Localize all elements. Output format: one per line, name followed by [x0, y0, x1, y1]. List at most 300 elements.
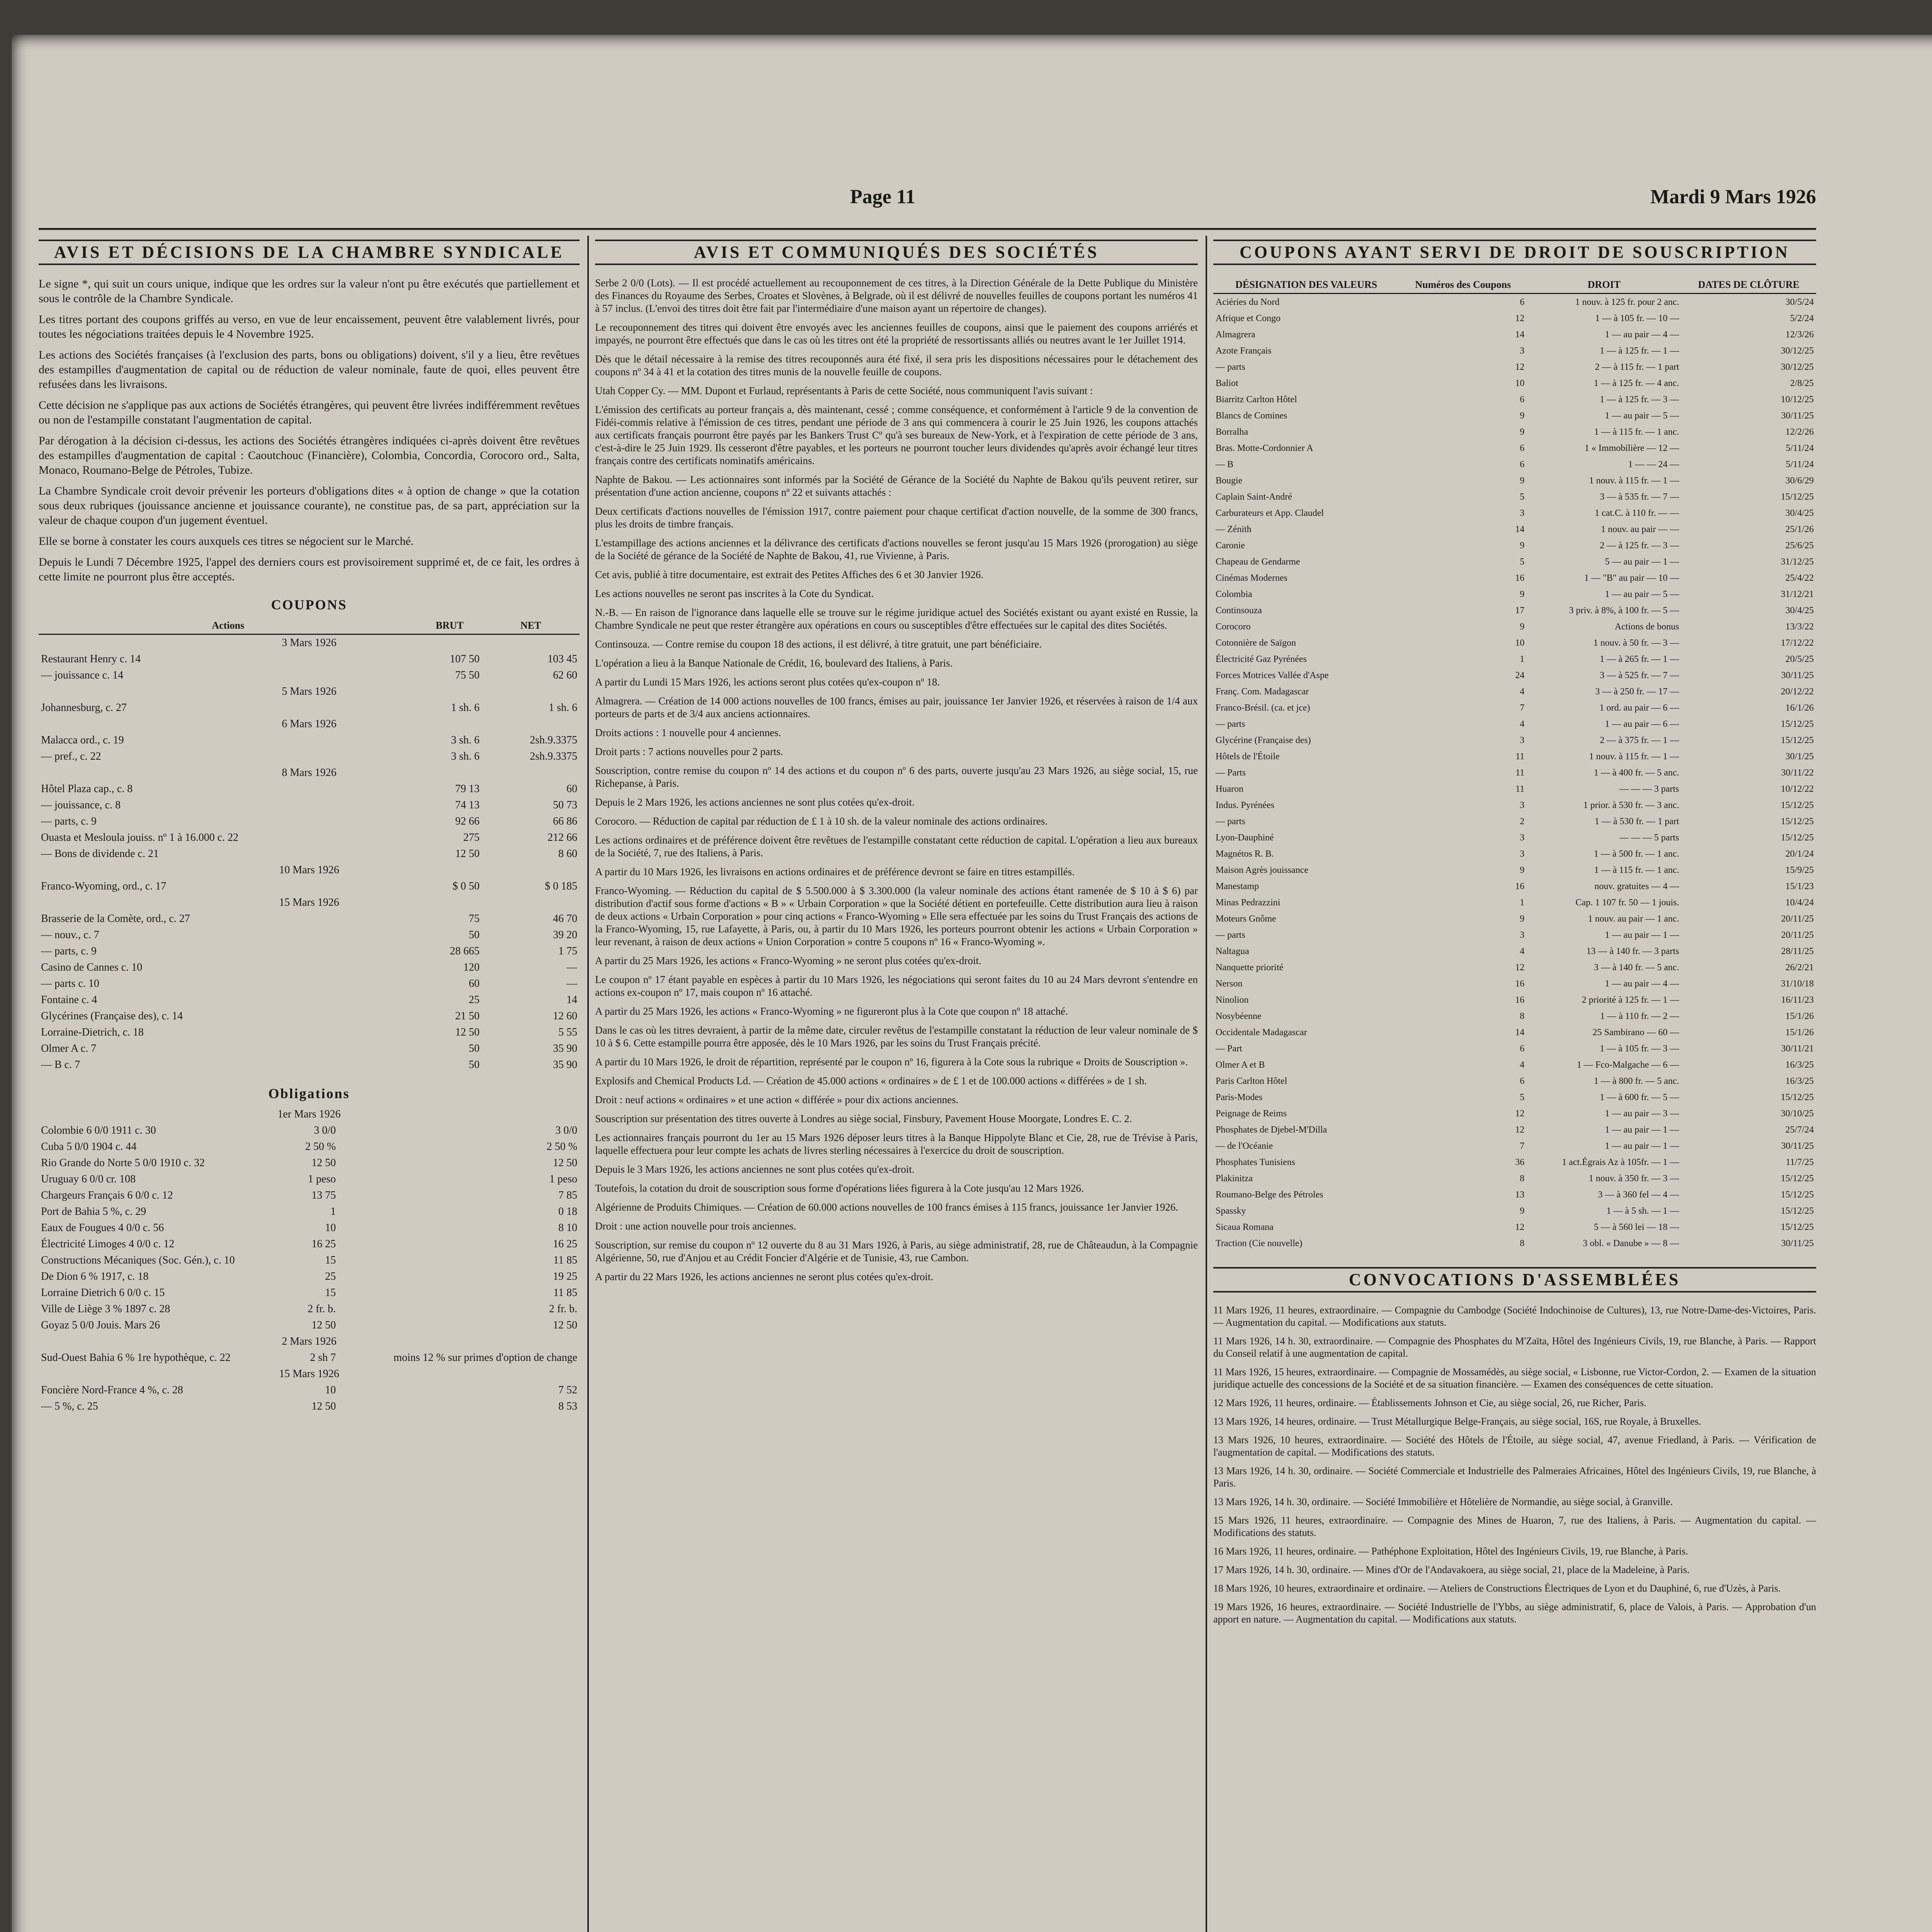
- coupon-number: 16: [1515, 995, 1525, 1005]
- convocation-item: 13 Mars 1926, 14 h. 30, ordinaire. — Société Commerciale et Industrielle des Palmeraies Africaines, Hôtel des Ingénieurs Civils, 19, rue Blanche, à Paris.: [1213, 1465, 1816, 1489]
- amount-brut: 60: [469, 978, 480, 990]
- table-row: [39, 1204, 580, 1220]
- security-name: Magnétos R. B.: [1216, 849, 1274, 859]
- droit: 1 — à 800 fr. — 5 anc.: [1594, 1076, 1679, 1086]
- security-name: Franco-Wyoming, ord., c. 17: [41, 880, 167, 892]
- col2-paragraphs: [595, 277, 1198, 1283]
- security-name: Ouasta et Mesloula jouiss. nº 1 à 16.000 c. 22: [41, 832, 239, 844]
- amount-brut: 13 75: [311, 1189, 336, 1201]
- amount-brut: 25: [469, 994, 480, 1006]
- droit: 1 — au pair — 1 —: [1605, 1125, 1679, 1135]
- droit: 3 — à 140 fr. — 5 anc.: [1594, 963, 1679, 973]
- table-row: [1213, 813, 1816, 830]
- date-heading: 6 Mars 1926: [282, 718, 337, 730]
- security-name: Cuba 5 0/0 1904 c. 44: [41, 1141, 137, 1153]
- convocation-item: 11 Mars 1926, 14 h. 30, extraordinaire. — Compagnie des Phosphates du M'Zaïta, Hôtel des Ingénieurs Civils, 19, rue Blanche, à Paris. — Rapport du Conseil relatif à une augmentation de capital.: [1213, 1335, 1816, 1359]
- coupon-number: 13: [1515, 1190, 1525, 1200]
- table-row: [1213, 537, 1816, 554]
- paragraph: L'opération a lieu à la Banque Nationale de Crédit, 16, boulevard des Italiens, à Paris.: [595, 657, 953, 669]
- date-cloture: 13/3/22: [1785, 622, 1814, 632]
- coupons-table: [39, 617, 580, 1073]
- security-name: Malacca ord., c. 19: [41, 734, 124, 746]
- amount-net: 8 10: [558, 1222, 577, 1234]
- paragraph: Souscription, sur remise du coupon nº 12 ouverte du 8 au 31 Mars 1926, à Paris, au siège administratif, 28, rue de Châteaudun, à la Compagnie Algérienne, 50, rue d'Anjou et au Crédit Foncier d'Algérie et de Tunisie, 43, rue Cambon.: [595, 1239, 1198, 1264]
- security-name: — parts c. 10: [41, 978, 99, 990]
- date-cloture: 30/11/21: [1781, 1044, 1814, 1054]
- coupon-number: 3: [1520, 508, 1525, 518]
- date-cloture: 30/4/25: [1785, 508, 1814, 518]
- droit: 3 obl. « Danube » — 8 —: [1583, 1238, 1679, 1248]
- table-row: [1213, 570, 1816, 586]
- paragraph: Droit : une action nouvelle pour trois anciennes.: [595, 1220, 796, 1232]
- droit: 3 — à 250 fr. — 17 —: [1595, 687, 1679, 697]
- security-name: Continsouza: [1216, 605, 1262, 616]
- table-row: [39, 1269, 580, 1285]
- coupon-number: 11: [1515, 768, 1525, 778]
- amount-net: 46 70: [553, 913, 577, 925]
- security-name: Eaux de Fougues 4 0/0 c. 56: [41, 1222, 164, 1234]
- table-row: [1213, 294, 1816, 311]
- date-cloture: 15/1/23: [1785, 881, 1814, 891]
- amount-net: 103 45: [548, 653, 577, 665]
- table-row: [1213, 959, 1816, 976]
- coupon-number: 12: [1515, 963, 1525, 973]
- amount-net: 66 86: [553, 815, 577, 827]
- paragraph: Les actions nouvelles ne seront pas inscrites à la Cote du Syndicat.: [595, 588, 874, 599]
- amount-net: 16 25: [553, 1238, 577, 1250]
- security-name: Minas Pedrazzini: [1216, 898, 1281, 908]
- security-name: Lyon-Dauphiné: [1216, 833, 1274, 843]
- security-name: Afrique et Congo: [1216, 313, 1281, 323]
- amount-net: 62 60: [553, 669, 577, 681]
- date-cloture: 20/1/24: [1785, 849, 1814, 859]
- coupon-number: 6: [1520, 459, 1525, 469]
- table-row: [1213, 684, 1816, 700]
- table-row: [1213, 1073, 1816, 1089]
- amount-brut: 50: [469, 1043, 480, 1054]
- date-cloture: 10/12/22: [1781, 784, 1814, 794]
- amount-net: 0 18: [558, 1206, 577, 1218]
- date-cloture: 26/2/21: [1785, 963, 1814, 973]
- security-name: Aciéries du Nord: [1216, 297, 1280, 307]
- convocation-item: 19 Mars 1926, 16 heures, extraordinaire. — Société Industrielle de l'Ybbs, au siège administratif, 6, place de Valois, à Paris. — Approbation d'un apport en nature. — Augmentation du capital. — Modifications aux statuts.: [1213, 1601, 1816, 1625]
- security-name: Manestamp: [1216, 881, 1259, 891]
- coupons-title: COUPONS: [271, 597, 347, 612]
- convoc-list: [1213, 1304, 1816, 1626]
- amount-brut: 3 0/0: [314, 1124, 336, 1136]
- security-name: Nerson: [1216, 979, 1243, 989]
- security-name: Hôtel Plaza cap., c. 8: [41, 783, 133, 795]
- security-name: De Dion 6 % 1917, c. 18: [41, 1270, 149, 1282]
- security-name: Chapeau de Gendarme: [1216, 557, 1300, 567]
- droit: Actions de bonus: [1614, 622, 1679, 632]
- table-row: [1213, 732, 1816, 748]
- security-name: Colombie 6 0/0 1911 c. 30: [41, 1124, 156, 1136]
- col3-title: COUPONS AYANT SERVI DE DROIT DE SOUSCRIPTION: [1213, 240, 1816, 265]
- security-name: Phosphates de Djebel-M'Dilla: [1216, 1125, 1327, 1135]
- table-row: [1213, 748, 1816, 765]
- droit: Cap. 1 107 fr. 50 — 1 jouis.: [1575, 898, 1679, 908]
- droit: 5 — au pair — 1 —: [1605, 557, 1679, 567]
- table-row: [39, 1382, 580, 1398]
- amount-net: moins 12 % sur primes d'option de change: [393, 1352, 577, 1364]
- paragraph: Droit : neuf actions « ordinaires » et une action « différée » pour dix actions anciennes.: [595, 1094, 959, 1105]
- coupon-number: 3: [1520, 735, 1525, 745]
- paragraph: Depuis le 2 Mars 1926, les actions anciennes ne sont plus cotées qu'ex-droit.: [595, 796, 915, 808]
- security-name: Peignage de Reims: [1216, 1109, 1287, 1119]
- col2-title: AVIS ET COMMUNIQUÉS DES SOCIÉTÉS: [595, 240, 1198, 265]
- amount-net: 212 66: [548, 832, 577, 844]
- paragraph: Dès que le détail nécessaire à la remise des titres recouponnés aura été fixé, il sera pris les dispositions nécessaires pour le détachement des coupons nº 34 à 41 et la cotation des titres munis de la nouvelle feuille de coupons.: [595, 353, 1198, 378]
- convocation-item: 11 Mars 1926, 15 heures, extraordinaire. — Compagnie de Mossamédès, au siège social, « Lisbonne, rue Victor-Cordon, 2. — Examen de la situation juridique actuelle des concessions de la Société et de sa situation financière. — Examen des conséquences de cette situation.: [1213, 1366, 1816, 1390]
- coupon-number: 12: [1515, 1109, 1525, 1119]
- security-name: Plakinitza: [1216, 1173, 1253, 1184]
- amount-net: 12 50: [553, 1157, 577, 1169]
- amount-brut: 12 50: [311, 1400, 336, 1412]
- droit: 1 — au pair — 5 —: [1605, 411, 1679, 421]
- coupon-number: 8: [1520, 1011, 1525, 1021]
- droit: 1 « Immobilière — 12 —: [1584, 443, 1679, 453]
- convocation-item: 15 Mars 1926, 11 heures, extraordinaire. — Compagnie des Mines de Huaron, 7, rue des Italiens, à Paris. — Augmentation du capital. — Modifications des statuts.: [1213, 1515, 1816, 1538]
- security-name: — nouv., c. 7: [41, 929, 99, 941]
- amount-brut: 120: [463, 961, 480, 973]
- amount-brut: 10: [325, 1222, 336, 1234]
- droit: 5 — à 560 lei — 18 —: [1594, 1222, 1679, 1232]
- droit: 1 — à 5 sh. — 1 —: [1606, 1206, 1679, 1216]
- coupon-number: 4: [1520, 687, 1525, 697]
- table-row: [1213, 619, 1816, 635]
- table-row: [1213, 440, 1816, 456]
- security-name: Cotonnière de Saïgon: [1216, 638, 1296, 648]
- date-heading: 5 Mars 1926: [282, 685, 337, 697]
- droit: 1 nouv. à 115 fr. — 1 —: [1589, 752, 1679, 762]
- coupon-number: 8: [1520, 1173, 1525, 1184]
- droit: 1 — au pair — 3 —: [1605, 1109, 1679, 1119]
- date-cloture: 31/10/18: [1781, 979, 1814, 989]
- amount-brut: 1 sh. 6: [451, 702, 480, 714]
- security-name: Fontaine c. 4: [41, 994, 97, 1006]
- date-cloture: 15/9/25: [1785, 865, 1814, 875]
- coupon-number: 3: [1520, 849, 1525, 859]
- table-row: [39, 943, 580, 959]
- table-row: [1213, 1154, 1816, 1170]
- security-name: Bras. Motte-Cordonnier A: [1216, 443, 1313, 453]
- date-cloture: 20/11/25: [1781, 930, 1814, 940]
- amount-brut: 1: [330, 1206, 336, 1218]
- table-row: [39, 1122, 580, 1139]
- table-row: [1213, 554, 1816, 570]
- security-name: — parts: [1216, 816, 1245, 827]
- security-name: Lorraine-Dietrich, c. 18: [41, 1026, 144, 1038]
- table-row: [1213, 765, 1816, 781]
- table-row: [1213, 327, 1816, 343]
- security-name: Nanquette priorité: [1216, 963, 1284, 973]
- table-row: [39, 976, 580, 992]
- coupon-number: 7: [1520, 1141, 1525, 1151]
- date-cloture: 17/12/22: [1781, 638, 1814, 648]
- date-heading: 15 Mars 1926: [279, 1368, 339, 1380]
- date-cloture: 2/8/25: [1790, 378, 1814, 388]
- table-row: [1213, 878, 1816, 895]
- date-heading: 1er Mars 1926: [277, 1108, 341, 1120]
- table-row: [1213, 602, 1816, 619]
- amount-brut: 75: [469, 913, 480, 925]
- date-cloture: 5/11/24: [1786, 459, 1814, 469]
- security-name: Maison Agrès jouissance: [1216, 865, 1308, 875]
- security-name: Ville de Liège 3 % 1897 c. 28: [41, 1303, 170, 1315]
- souscription-head-droit: DROIT: [1527, 277, 1681, 294]
- table-row: [39, 895, 580, 911]
- table-row: [1213, 943, 1816, 959]
- amount-net: 2 50 %: [546, 1141, 577, 1153]
- paragraph: Les actions ordinaires et de préférence doivent être revêtues de l'estampille constatant cette réduction de capital. L'opération a lieu aux bureaux de la Société, 7, rue des Italiens, à Paris.: [595, 834, 1198, 859]
- security-name: Naltagua: [1216, 946, 1249, 956]
- souscription-head-coupons: Numéros des Coupons: [1399, 277, 1527, 294]
- coupon-number: 6: [1520, 395, 1525, 405]
- coupon-number: 9: [1520, 427, 1525, 437]
- table-row: [39, 992, 580, 1008]
- security-name: Électricité Limoges 4 0/0 c. 12: [41, 1238, 175, 1250]
- page: [39, 170, 1816, 1932]
- amount-net: 8 60: [558, 848, 577, 860]
- coupon-number: 11: [1515, 752, 1525, 762]
- coupon-number: 7: [1520, 703, 1525, 713]
- date-cloture: 30/4/25: [1785, 605, 1814, 616]
- coupon-number: 4: [1520, 719, 1525, 729]
- coupon-number: 6: [1520, 443, 1525, 453]
- table-row: [1213, 797, 1816, 813]
- droit: 1 — au pair — 1 —: [1605, 930, 1679, 940]
- security-name: Biarritz Carlton Hôtel: [1216, 395, 1297, 405]
- paragraph: Toutefois, la cotation du droit de souscription sous forme d'opérations liées figurera à la Cote jusqu'au 12 Mars 1926.: [595, 1182, 1084, 1194]
- paragraph: Algérienne de Produits Chimiques. — Création de 60.000 actions nouvelles de 100 francs émises à 115 francs, jouissance 1er Janvier 1926.: [595, 1201, 1179, 1213]
- date-cloture: 16/11/23: [1781, 995, 1814, 1005]
- date-cloture: 28/11/25: [1781, 946, 1814, 956]
- droit: — — — 3 parts: [1619, 784, 1679, 794]
- col-avis-societes: [595, 236, 1198, 1289]
- security-name: — Parts: [1216, 768, 1246, 778]
- droit: 1 — à 400 fr. — 5 anc.: [1594, 768, 1679, 778]
- paragraph: N.-B. — En raison de l'ignorance dans laquelle elle se trouve sur le régime juridique actuel des Sociétés existant ou ayant existé en Russie, la Chambre Syndicale ne peut que rester étrangère aux opérations en cours ou susceptibles d'être effectuées sur le capital des dites Sociétés.: [595, 607, 1198, 631]
- date-cloture: 5/11/24: [1786, 443, 1814, 453]
- amount-net: 3 0/0: [555, 1124, 577, 1136]
- security-name: Blancs de Comines: [1216, 411, 1287, 421]
- amount-net: 35 90: [553, 1059, 577, 1071]
- security-name: Huaron: [1216, 784, 1243, 794]
- table-row: [39, 1301, 580, 1317]
- date-cloture: 25/1/26: [1785, 524, 1814, 534]
- table-row: [39, 846, 580, 862]
- droit: 1 nouv. à 115 fr. — 1 —: [1589, 476, 1679, 486]
- droit: 2 priorité à 125 fr. — 1 —: [1582, 995, 1679, 1005]
- security-name: Cinémas Modernes: [1216, 573, 1287, 583]
- paragraph: Dans le cas où les titres devraient, à partir de la même date, circuler revêtus de l'estampille constatant la réduction de leur valeur nominale de $ 10 à $ 6. Cette estampille pourra être apposée, dès le 10 Mars 1926, par les soins du Trust Français précité.: [595, 1024, 1198, 1049]
- table-row: [1213, 635, 1816, 651]
- date-cloture: 15/12/25: [1781, 1190, 1814, 1200]
- table-row: [1213, 1170, 1816, 1187]
- paragraph: Les titres portant des coupons griffés au verso, en vue de leur encaissement, peuvent être valablement livrés, pour toutes les négociations traitées depuis le 4 Novembre 1925.: [39, 313, 580, 340]
- security-name: Occidentale Madagascar: [1216, 1027, 1307, 1037]
- droit: 2 — à 115 fr. — 1 part: [1595, 362, 1679, 372]
- page-number: Page 11: [850, 186, 915, 208]
- paragraph: L'émission des certificats au porteur français a, dès maintenant, cessé ; comme conséquence, et conformément à l'article 9 de la convention de Fidéi-commis relative à l'émission de ces titres, pendant une période de 3 ans qui commencera à courir le 25 Juin 1926, les coupons attachés aux certificats français pourront être payés par les Bankers Trust Cº qu'à ses bureaux de New-York, et à l'expiration de cette période de 3 ans, c'est-à-dire le 25 Juin 1929. Ils cesseront d'être payables, et les porteurs ne pourront toucher leurs dividendes qu'après avoir échangé leur titres français contre des certificats nominatifs américains.: [595, 404, 1198, 466]
- convocation-item: 13 Mars 1926, 14 h. 30, ordinaire. — Société Immobilière et Hôtelière de Normandie, au siège social, à Granville.: [1213, 1496, 1673, 1507]
- paragraph: A partir du 25 Mars 1926, les actions « Franco-Wyoming » ne figureront plus à la Cote que coupon nº 18 attaché.: [595, 1005, 1068, 1017]
- droit: 1 — à 530 fr. — 1 part: [1594, 816, 1679, 827]
- table-row: [1213, 846, 1816, 862]
- droit: 1 ord. au pair — 6 —: [1599, 703, 1679, 713]
- droit: 1 — à 105 fr. — 3 —: [1600, 1044, 1679, 1054]
- amount-net: $ 0 185: [545, 880, 577, 892]
- security-name: Ninolion: [1216, 995, 1249, 1005]
- table-row: [39, 651, 580, 667]
- date-cloture: 30/11/25: [1781, 1141, 1814, 1151]
- date-cloture: 15/12/25: [1781, 1173, 1814, 1184]
- droit: 1 — à 110 fr. — 2 —: [1600, 1011, 1679, 1021]
- table-row: [1213, 456, 1816, 473]
- amount-brut: 275: [463, 832, 480, 844]
- table-row: [39, 700, 580, 716]
- paragraph: Souscription, contre remise du coupon nº 14 des actions et du coupon nº 6 des parts, ouverte jusqu'au 23 Mars 1926, au siège social, 15, rue Richepanse, à Paris.: [595, 765, 1198, 789]
- table-row: [1213, 489, 1816, 505]
- table-row: [1213, 700, 1816, 716]
- security-name: Paris Carlton Hôtel: [1216, 1076, 1287, 1086]
- table-row: [1213, 310, 1816, 327]
- table-row: [39, 1139, 580, 1155]
- coupon-number: 6: [1520, 1076, 1525, 1086]
- security-name: Indus. Pyrénées: [1216, 800, 1274, 810]
- table-row: [1213, 391, 1816, 408]
- amount-net: 35 90: [553, 1043, 577, 1054]
- droit: 1 — à 125 fr. — 3 —: [1600, 395, 1679, 405]
- table-row: [1213, 1187, 1816, 1203]
- coupon-number: 3: [1520, 800, 1525, 810]
- security-name: Électricité Gaz Pyrénées: [1216, 654, 1307, 664]
- table-row: [39, 911, 580, 927]
- table-row: [1213, 1057, 1816, 1073]
- table-row: [1213, 505, 1816, 521]
- date-cloture: 30/11/25: [1781, 411, 1814, 421]
- table-row: [1213, 1008, 1816, 1024]
- col1-title: AVIS ET DÉCISIONS DE LA CHAMBRE SYNDICALE: [39, 240, 580, 265]
- date-cloture: 15/12/25: [1781, 816, 1814, 827]
- amount-net: 11 85: [553, 1254, 577, 1266]
- droit: 1 — — 24 —: [1628, 459, 1679, 469]
- date-cloture: 15/1/26: [1785, 1027, 1814, 1037]
- droit: 1 — au pair — 4 —: [1605, 330, 1679, 340]
- droit: 1 nouv. au pair — 1 anc.: [1588, 914, 1679, 924]
- droit: 1 nouv. à 125 fr. pour 2 anc.: [1575, 297, 1679, 307]
- security-name: Glycérines (Française des), c. 14: [41, 1010, 183, 1022]
- coupons-head-brut: BRUT: [417, 617, 482, 634]
- table-row: [1213, 1089, 1816, 1105]
- date-cloture: 31/12/25: [1781, 557, 1814, 567]
- amount-net: 7 85: [558, 1189, 577, 1201]
- table-row: [1213, 992, 1816, 1008]
- table-row: [39, 1236, 580, 1252]
- paragraph: Les actions des Sociétés françaises (à l'exclusion des parts, bons ou obligations) doivent, s'il y a lieu, être revêtues des estampilles d'augmentation de capital ou de réduction de valeur nominale, faute de quoi, elles peuvent être refusées dans les livraisons.: [39, 349, 580, 391]
- amount-brut: 12 50: [455, 1026, 480, 1038]
- date-cloture: 25/6/25: [1785, 541, 1814, 551]
- security-name: Sud-Ouest Bahia 6 % 1re hypothèque, c. 22: [41, 1352, 231, 1364]
- security-name: — de l'Océanie: [1216, 1141, 1273, 1151]
- security-name: Chargeurs Français 6 0/0 c. 12: [41, 1189, 173, 1201]
- security-name: Lorraine Dietrich 6 0/0 c. 15: [41, 1287, 165, 1299]
- droit: 1 — à 265 fr. — 1 —: [1600, 654, 1679, 664]
- table-row: [1213, 1219, 1816, 1235]
- table-row: [1213, 927, 1816, 943]
- table-row: [1213, 1105, 1816, 1122]
- droit: 1 — à 125 fr. — 4 anc.: [1594, 378, 1679, 388]
- security-name: Corocoro: [1216, 622, 1251, 632]
- table-row: [1213, 830, 1816, 846]
- table-row: [39, 1317, 580, 1333]
- table-row: [1213, 895, 1816, 911]
- newspaper-sheet: [12, 35, 1932, 1932]
- coupons-head-actions: Actions: [39, 617, 417, 634]
- coupon-number: 9: [1520, 622, 1525, 632]
- security-name: Phosphates Tunisiens: [1216, 1157, 1296, 1167]
- coupon-number: 5: [1520, 1092, 1525, 1102]
- convocation-item: 11 Mars 1926, 11 heures, extraordinaire. — Compagnie du Cambodge (Société Indochinoise de Cultures), 13, rue Notre-Dame-des-Victoires, Paris. — Augmentation du capital. — Modifications aux statuts.: [1213, 1304, 1816, 1328]
- table-row: [1213, 667, 1816, 684]
- table-row: [39, 813, 580, 830]
- amount-brut: 92 66: [455, 815, 480, 827]
- droit: 1 — au pair — 5 —: [1605, 589, 1679, 599]
- coupon-number: 36: [1515, 1157, 1525, 1167]
- table-row: [39, 1350, 580, 1366]
- amount-brut: 21 50: [455, 1010, 480, 1022]
- paragraph: Continsouza. — Contre remise du coupon 18 des actions, il est délivré, à titre gratuit, une part bénéficiaire.: [595, 638, 1042, 650]
- security-name: Paris-Modes: [1216, 1092, 1263, 1102]
- droit: 1 — à 500 fr. — 1 anc.: [1594, 849, 1679, 859]
- droit: 3 — à 360 fel — 4 —: [1598, 1190, 1679, 1200]
- date-cloture: 30/11/22: [1781, 768, 1814, 778]
- table-row: [39, 1155, 580, 1171]
- amount-brut: 25: [325, 1270, 336, 1282]
- paragraph: A partir du 10 Mars 1926, le droit de répartition, représenté par le coupon nº 16, figurera à la Cote sous la rubrique « Droits de Souscription ».: [595, 1056, 1188, 1068]
- table-row: [39, 781, 580, 797]
- date-cloture: 25/4/22: [1785, 573, 1814, 583]
- security-name: Foncière Nord-France 4 %, c. 28: [41, 1384, 183, 1396]
- security-name: — parts, c. 9: [41, 945, 97, 957]
- table-row: [1213, 1122, 1816, 1138]
- coupons-head-net: NET: [482, 617, 580, 634]
- paragraph: Depuis le Lundi 7 Décembre 1925, l'appel des derniers cours est provisoirement supprimé et, de ce fait, les ordres à cette limite ne pourront plus être acceptés.: [39, 556, 580, 583]
- paragraph: Franco-Wyoming. — Réduction du capital de $ 5.500.000 à $ 3.300.000 (la valeur nominale des actions étant ramenée de $ 10 à $ 6) par distribution d'actif sous forme d'actions « B » « Urbain Corporation » que la Société détient en portefeuille. Cette distribution aura lieu à raison de deux actions « Urbain Corporation » pour cinq actions « Franco-Wyoming » Elle sera effectuée par les soins du Trust Français des actions de la Franco-Wyoming, 15, rue Lafayette, à Paris, ou, à partir du 10 Mars 1926, les porteurs pourront obtenir les actions « Urbain Corporation » leur revenant, à raison de deux actions « Union Corporation » contre 5 coupons nº 16 « Franco-Wyoming ».: [595, 885, 1198, 947]
- amount-net: 1 sh. 6: [549, 702, 577, 714]
- header-rule: [39, 228, 1816, 230]
- date-cloture: 30/1/25: [1785, 752, 1814, 762]
- coupon-number: 9: [1520, 411, 1525, 421]
- table-row: [1213, 1203, 1816, 1219]
- amount-brut: 75 50: [455, 669, 480, 681]
- table-row: [1213, 521, 1816, 537]
- date-cloture: 15/12/25: [1781, 735, 1814, 745]
- amount-brut: 10: [325, 1384, 336, 1396]
- security-name: Rio Grande do Norte 5 0/0 1910 c. 32: [41, 1157, 205, 1169]
- droit: 1 — à 115 fr. — 1 anc.: [1594, 427, 1679, 437]
- amount-net: 1 75: [558, 945, 577, 957]
- date-cloture: 16/3/25: [1785, 1076, 1814, 1086]
- table-row: [39, 797, 580, 813]
- table-row: [39, 667, 580, 684]
- col-coupons-souscription: [1213, 236, 1816, 1632]
- date-cloture: 15/12/25: [1781, 1092, 1814, 1102]
- amount-brut: 15: [325, 1254, 336, 1266]
- amount-net: 1 peso: [549, 1173, 577, 1185]
- date-cloture: 15/12/25: [1781, 1222, 1814, 1232]
